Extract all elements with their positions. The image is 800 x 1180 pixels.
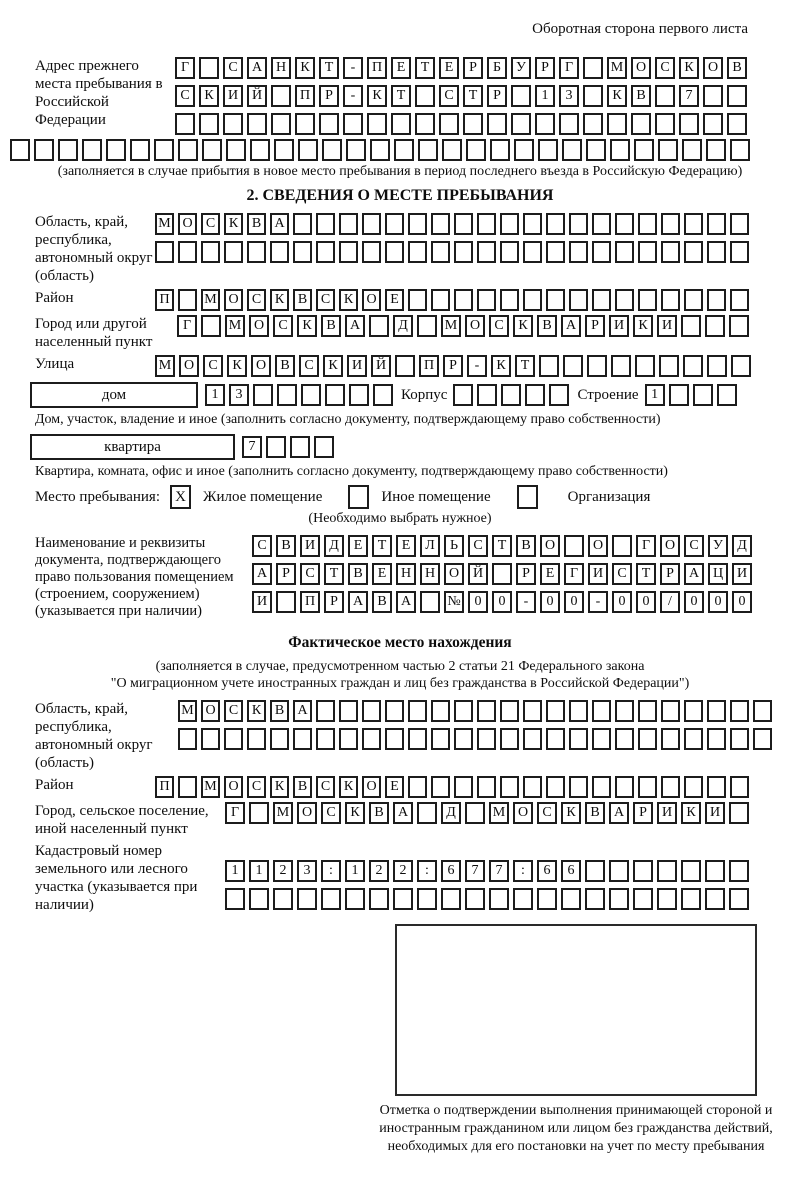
district-label: Район [35, 290, 74, 306]
actual-city-block [35, 802, 800, 838]
city-block [35, 315, 800, 351]
stamp-caption: Отметка о подтверждении выполнения принимающей стороной и иностранным гражданином или лицом без гражданства действий, необходимых для его постановки на учет по месту пребывания [379, 1103, 773, 1154]
document-row-1-boxes: С В И Д Е Т Е Л Ь С Т В О О Г О С У Д [252, 535, 756, 557]
residential-checkbox: X [170, 485, 195, 509]
actual-region-row-2-boxes [178, 728, 776, 750]
stroenie-boxes: 1 [645, 384, 741, 406]
previous-address-caption: (заполняется в случае прибытия в новое место пребывания в период последнего въезда в Российскую Федерацию) [57, 164, 743, 179]
cadastral-row-1-boxes: 1 1 2 3 : 1 2 2 : 6 7 7 : 6 6 [225, 860, 753, 882]
apartment-caption: Квартира, комната, офис и иное (заполнить согласно документу, подтверждающему право собственности) [35, 464, 668, 479]
actual-district-boxes: П М О С К В С К О Е [155, 776, 753, 798]
ownership-document-block [35, 535, 800, 620]
korpus-boxes [453, 384, 573, 406]
actual-district-block [35, 776, 800, 798]
region-row-2-boxes [155, 241, 753, 263]
district-boxes: П М О С К В С К О Е [155, 289, 753, 311]
page-side-note: Оборотная сторона первого листа [532, 21, 748, 37]
cadastral-block [35, 842, 800, 914]
stay-type-row [35, 485, 800, 509]
section-2-title: 2. СВЕДЕНИЯ О МЕСТЕ ПРЕБЫВАНИЯ [246, 187, 554, 204]
document-row-3-boxes: И П Р А В А № 0 0 - 0 0 - 0 0 / 0 0 0 [252, 591, 756, 613]
city-boxes: Г М О С К В А Д М О С К В А Р И К И [177, 315, 753, 337]
stay-type-label: Место пребывания: [35, 488, 160, 505]
region-label: Область, край, республика, автономный округ (область) [35, 214, 153, 284]
street-block [35, 355, 800, 377]
cadastral-label: Кадастровый номер земельного или лесного участка (указывается при наличии) [35, 843, 198, 913]
house-row [30, 381, 800, 409]
actual-location-title: Фактическое место нахождения [288, 634, 512, 651]
street-boxes: М О С К О В С К И Й П Р - К Т [155, 355, 755, 377]
korpus-label: Корпус [401, 386, 448, 403]
stamp-area [379, 924, 773, 1156]
previous-address-row-2-boxes: С К И Й П Р - К Т С Т Р 1 3 К В 7 [175, 85, 751, 107]
apartment-row [30, 433, 800, 461]
district-block [35, 289, 800, 311]
previous-address-row-3-boxes [175, 113, 751, 135]
other-premises-checkbox [348, 485, 373, 509]
previous-address-row-1-boxes: Г С А Н К Т - П Е Т Е Р Б У Р Г М О С К О В [175, 57, 751, 79]
apartment-number-boxes: 7 [242, 436, 338, 458]
actual-region-block [35, 700, 800, 772]
house-caption: Дом, участок, владение и иное (заполнить согласно документу, подтверждающему право собственности) [35, 412, 661, 427]
other-premises-option-label: Иное помещение [381, 488, 491, 505]
stroenie-label: Строение [577, 386, 639, 403]
actual-city-boxes: Г М О С К В А Д М О С К В А Р И К И [225, 802, 753, 824]
organization-checkbox [517, 485, 542, 509]
previous-address-block [35, 57, 800, 135]
actual-location-note-1: (заполняется в случае, предусмотренном частью 2 статьи 21 Федерального закона [155, 659, 645, 674]
actual-region-row-1-boxes: М О С К В А [178, 700, 776, 722]
previous-address-label: Адрес прежнего места пребывания в Российской Федерации [35, 58, 163, 128]
residential-option-label: Жилое помещение [203, 488, 323, 505]
street-label: Улица [35, 356, 75, 372]
organization-option-label: Организация [567, 488, 651, 505]
stamp-box [395, 924, 757, 1096]
actual-district-label: Район [35, 777, 74, 793]
ownership-document-label: Наименование и реквизиты документа, подтверждающего право пользования помещением (строением, сооружением) (указывается при наличии) [35, 535, 234, 619]
city-label: Город или другой населенный пункт [35, 316, 153, 350]
region-block [35, 213, 800, 285]
apartment-type-box: квартира [30, 434, 235, 460]
previous-address-row-4-boxes [10, 139, 800, 161]
choose-note: (Необходимо выбрать нужное) [308, 511, 492, 526]
document-row-2-boxes: А Р С Т В Е Н Н О Й Р Е Г И С Т Р А Ц И [252, 563, 756, 585]
cadastral-row-2-boxes [225, 888, 753, 910]
house-number-boxes: 1 3 [205, 384, 397, 406]
actual-city-label: Город, сельское поселение, иной населенный пункт [35, 803, 209, 837]
actual-location-note-2: "О миграционном учете иностранных граждан и лиц без гражданства в Российской Федерации") [110, 676, 690, 691]
region-row-1-boxes: М О С К В А [155, 213, 753, 235]
house-type-box: дом [30, 382, 198, 408]
actual-region-label: Область, край, республика, автономный округ (область) [35, 701, 153, 771]
